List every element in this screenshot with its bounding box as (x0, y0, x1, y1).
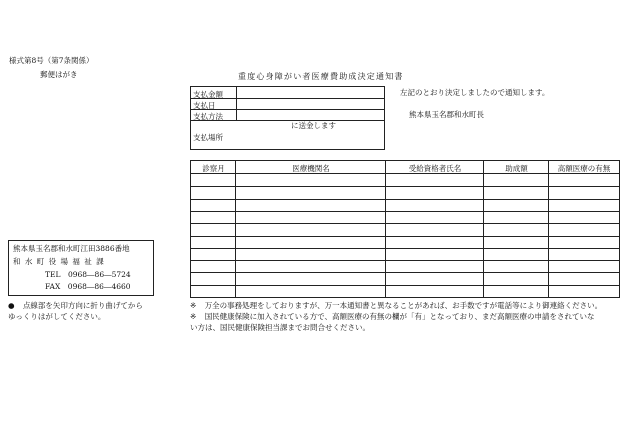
table-row-line (191, 186, 619, 187)
table-column (386, 161, 484, 297)
note-1 (190, 300, 602, 311)
return-address-box (8, 240, 154, 296)
form-number: 様式第8号（第7条関係） (9, 56, 94, 65)
table-column (236, 161, 386, 297)
note-text: い方は、国民健康保険担当課までお問合せください。 (190, 323, 370, 332)
table-row-line (191, 260, 619, 261)
table-column (484, 161, 549, 297)
payment-row (191, 121, 384, 149)
benefit-table (190, 160, 620, 298)
table-row-line (191, 199, 619, 200)
fold-instruction-line: ゆっくりはがしてください。 (8, 312, 106, 321)
postcard-label: 郵便はがき (40, 70, 78, 79)
transfer-note: に送金します (291, 121, 336, 130)
payment-row-label: 支払場所 (193, 133, 223, 142)
decision-text: 左記のとおり決定しましたので通知します。 (400, 88, 550, 97)
payment-row (191, 110, 384, 121)
mayor-name: 熊本県玉名郡和水町長 (409, 110, 484, 119)
table-header-cell: 医療機関名 (292, 164, 330, 173)
note-mark: ※ (190, 312, 197, 321)
table-row-line (191, 248, 619, 249)
note-text: 国民健康保険に加入されている方で、高額医療の有無の欄が「有」となっており、まだ高額医療の申請をされていな (204, 312, 595, 321)
payment-row-label: 支払方法 (193, 112, 223, 121)
table-row-line (191, 211, 619, 212)
payment-row-label: 支払金額 (193, 90, 223, 99)
office-name: 和 水 町 役 場 福 祉 課 (13, 257, 105, 266)
table-row-line (191, 223, 619, 224)
table-header-row (191, 161, 619, 174)
payment-row (191, 87, 384, 99)
fold-instruction (8, 300, 143, 311)
table-row-line (191, 272, 619, 273)
table-header-cell: 高額医療の有無 (557, 164, 611, 173)
office-address: 熊本県玉名郡和水町江田3886番地 (13, 244, 130, 253)
office-fax: FAX 0968―86―4660 (45, 282, 131, 291)
table-row-line (191, 236, 619, 237)
bullet-icon: ● (8, 301, 15, 310)
table-header-cell: 診察月 (202, 164, 225, 173)
document-title: 重度心身障がい者医療費助成決定通知書 (238, 72, 404, 81)
payment-table (190, 86, 385, 150)
office-tel: TEL 0968―86―5724 (45, 270, 131, 279)
table-row-line (191, 285, 619, 286)
table-column (191, 161, 236, 297)
note-mark: ※ (190, 301, 197, 310)
table-header-cell: 助成額 (505, 164, 528, 173)
note-text: 万全の事務処理をしておりますが、万一本通知書と異なることがあれば、お手数ですが電話等により御連絡ください。 (204, 301, 603, 310)
fold-instruction-line: 点線部を矢印方向に折り曲げてから (22, 301, 143, 310)
payment-row-label: 支払日 (193, 101, 216, 110)
table-header-cell: 受給資格者氏名 (408, 164, 462, 173)
payment-row (191, 99, 384, 110)
note-2 (190, 311, 595, 322)
